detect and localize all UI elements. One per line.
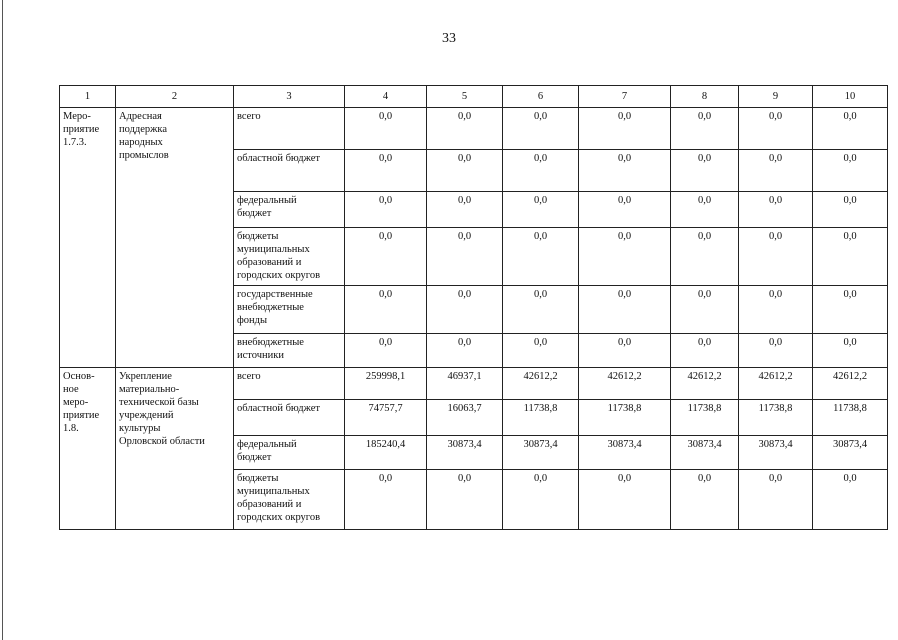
amount-cell: 30873,4 — [813, 436, 888, 470]
amount-cell: 0,0 — [427, 334, 503, 368]
column-header: 7 — [579, 86, 671, 108]
column-header: 6 — [503, 86, 579, 108]
amount-cell: 0,0 — [671, 286, 739, 334]
amount-cell: 0,0 — [579, 334, 671, 368]
amount-cell: 0,0 — [503, 228, 579, 286]
amount-cell: 0,0 — [671, 108, 739, 150]
table-row — [60, 108, 888, 150]
activity-code: Меро- приятие 1.7.3. — [60, 108, 116, 368]
column-header: 5 — [427, 86, 503, 108]
amount-cell: 46937,1 — [427, 368, 503, 400]
amount-cell: 0,0 — [739, 108, 813, 150]
table-body — [60, 86, 888, 530]
amount-cell: 0,0 — [503, 192, 579, 228]
amount-cell: 0,0 — [503, 334, 579, 368]
amount-cell: 11738,8 — [739, 400, 813, 436]
amount-cell: 0,0 — [813, 192, 888, 228]
amount-cell: 0,0 — [427, 108, 503, 150]
activity-code: Основ- ное меро- приятие 1.8. — [60, 368, 116, 530]
funding-source: государственные внебюджетные фонды — [234, 286, 345, 334]
amount-cell: 42612,2 — [739, 368, 813, 400]
amount-cell: 0,0 — [503, 470, 579, 530]
amount-cell: 0,0 — [671, 470, 739, 530]
funding-source: областной бюджет — [234, 150, 345, 192]
amount-cell: 0,0 — [427, 286, 503, 334]
activity-title: Укрепление материально- технической базы учреждений культуры Орловской области — [116, 368, 234, 530]
amount-cell: 0,0 — [813, 286, 888, 334]
amount-cell: 0,0 — [345, 470, 427, 530]
activity-title: Адресная поддержка народных промыслов — [116, 108, 234, 368]
amount-cell: 30873,4 — [671, 436, 739, 470]
amount-cell: 42612,2 — [579, 368, 671, 400]
amount-cell: 0,0 — [739, 228, 813, 286]
amount-cell: 0,0 — [503, 286, 579, 334]
budget-table — [59, 85, 888, 530]
amount-cell: 0,0 — [503, 108, 579, 150]
amount-cell: 0,0 — [813, 334, 888, 368]
amount-cell: 0,0 — [579, 286, 671, 334]
column-header: 3 — [234, 86, 345, 108]
amount-cell: 259998,1 — [345, 368, 427, 400]
amount-cell: 0,0 — [345, 286, 427, 334]
funding-source: федеральный бюджет — [234, 192, 345, 228]
amount-cell: 0,0 — [739, 286, 813, 334]
amount-cell: 16063,7 — [427, 400, 503, 436]
funding-source: всего — [234, 108, 345, 150]
amount-cell: 11738,8 — [813, 400, 888, 436]
column-header: 4 — [345, 86, 427, 108]
amount-cell: 0,0 — [813, 150, 888, 192]
funding-source: бюджеты муниципальных образований и городских округов — [234, 228, 345, 286]
column-header: 1 — [60, 86, 116, 108]
funding-source: внебюджетные источники — [234, 334, 345, 368]
page-number: 33 — [442, 31, 456, 46]
amount-cell: 0,0 — [427, 470, 503, 530]
header-row — [60, 86, 888, 108]
amount-cell: 0,0 — [671, 334, 739, 368]
amount-cell: 0,0 — [671, 228, 739, 286]
amount-cell: 0,0 — [345, 150, 427, 192]
amount-cell: 0,0 — [579, 150, 671, 192]
amount-cell: 0,0 — [579, 192, 671, 228]
amount-cell: 0,0 — [579, 108, 671, 150]
amount-cell: 0,0 — [671, 150, 739, 192]
funding-source: федеральный бюджет — [234, 436, 345, 470]
amount-cell: 185240,4 — [345, 436, 427, 470]
amount-cell: 30873,4 — [427, 436, 503, 470]
column-header: 8 — [671, 86, 739, 108]
amount-cell: 30873,4 — [739, 436, 813, 470]
table-row — [60, 368, 888, 400]
funding-source: всего — [234, 368, 345, 400]
amount-cell: 0,0 — [345, 334, 427, 368]
amount-cell: 0,0 — [813, 108, 888, 150]
amount-cell: 0,0 — [739, 334, 813, 368]
amount-cell: 11738,8 — [503, 400, 579, 436]
funding-source: областной бюджет — [234, 400, 345, 436]
amount-cell: 0,0 — [579, 228, 671, 286]
amount-cell: 11738,8 — [671, 400, 739, 436]
amount-cell: 30873,4 — [503, 436, 579, 470]
amount-cell: 42612,2 — [813, 368, 888, 400]
funding-source: бюджеты муниципальных образований и городских округов — [234, 470, 345, 530]
column-header: 10 — [813, 86, 888, 108]
amount-cell: 0,0 — [427, 150, 503, 192]
amount-cell: 11738,8 — [579, 400, 671, 436]
amount-cell: 0,0 — [813, 228, 888, 286]
amount-cell: 0,0 — [671, 192, 739, 228]
amount-cell: 42612,2 — [503, 368, 579, 400]
amount-cell: 0,0 — [345, 228, 427, 286]
amount-cell: 0,0 — [739, 150, 813, 192]
scan-edge-line — [2, 0, 3, 640]
column-header: 9 — [739, 86, 813, 108]
amount-cell: 0,0 — [427, 228, 503, 286]
amount-cell: 0,0 — [739, 470, 813, 530]
amount-cell: 0,0 — [503, 150, 579, 192]
amount-cell: 0,0 — [345, 108, 427, 150]
amount-cell: 0,0 — [427, 192, 503, 228]
amount-cell: 0,0 — [579, 470, 671, 530]
amount-cell: 0,0 — [813, 470, 888, 530]
amount-cell: 0,0 — [739, 192, 813, 228]
amount-cell: 42612,2 — [671, 368, 739, 400]
amount-cell: 30873,4 — [579, 436, 671, 470]
column-header: 2 — [116, 86, 234, 108]
amount-cell: 74757,7 — [345, 400, 427, 436]
amount-cell: 0,0 — [345, 192, 427, 228]
